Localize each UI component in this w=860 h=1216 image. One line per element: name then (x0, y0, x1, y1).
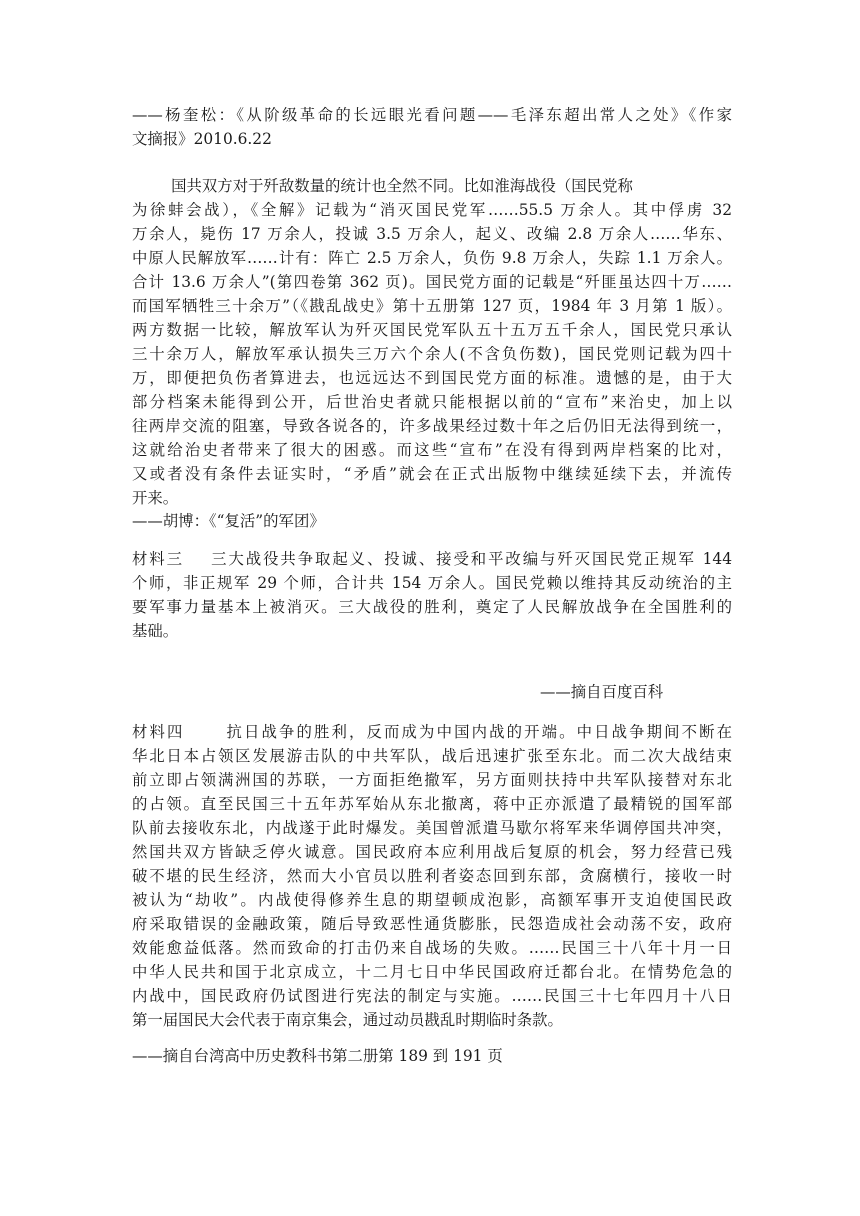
text-line: 府采取错误的金融政策，随后导致恶性通货膨胀，民怨造成社会动荡不安，政府 (132, 915, 732, 933)
text-line: 队前去接收东北，内战遂于此时爆发。美国曾派遣马歇尔将军来华调停国共冲突， (132, 819, 732, 837)
citation-baidu-baike: ——摘自百度百科 (540, 683, 664, 701)
text-line: 文摘报》2010.6.22 (132, 130, 272, 148)
text-line: 而国军牺牲三十余万”（《戡乱战史》第十五册第 127 页，1984 年 3 月第 1 版）。 (132, 297, 732, 315)
text-line: 部分档案未能得到公开，后世治史者就只能根据以前的“宣布”来治史，加上以 (132, 393, 732, 411)
text-line: 的占领。直至民国三十五年苏军始从东北撤离，蒋中正亦派遣了最精锐的国军部 (132, 795, 732, 813)
text-line: 两方数据一比较，解放军认为歼灭国民党军队五十五万五千余人，国民党只承认 (132, 321, 732, 339)
citation-taiwan-textbook: ——摘自台湾高中历史教科书第二册第 189 到 191 页 (132, 1047, 503, 1065)
text-line: 往两岸交流的阻塞，导致各说各的，许多战果经过数十年之后仍旧无法得到统一， (132, 417, 732, 435)
text-line: 万余人，毙伤 17 万余人，投诚 3.5 万余人，起义、改编 2.8 万余人……华东、 (132, 225, 732, 243)
text-line: 开来。 (132, 489, 179, 507)
text-line: ——杨奎松：《从阶级革命的长远眼光看问题——毛泽东超出常人之处》《作家 (132, 106, 732, 124)
text-line: 材料四 抗日战争的胜利，反而成为中国内战的开端。中日战争期间不断在 (132, 723, 732, 741)
text-line: 材料三 三大战役共争取起义、投诚、接受和平改编与歼灭国民党正规军 144 (132, 550, 732, 568)
text-line: 这就给治史者带来了很大的困惑。而这些“宣布”在没有得到两岸档案的比对， (132, 441, 732, 459)
text-line: 基础。 (132, 622, 179, 640)
text-line: 合计 13.6 万余人”(第四卷第 362 页)。国民党方面的记载是“歼匪虽达四十万…… (132, 273, 732, 291)
text-line: 个师，非正规军 29 个师，合计共 154 万余人。国民党赖以维持其反动统治的主 (132, 574, 732, 592)
text-line: 内战中，国民政府仍试图进行宪法的制定与实施。……民国三十七年四月十八日 (132, 987, 732, 1005)
text-line: 前立即占领满洲国的苏联，一方面拒绝撤军，另方面则扶持中共军队接替对东北 (132, 771, 732, 789)
text-line: 要军事力量基本上被消灭。三大战役的胜利，奠定了人民解放战争在全国胜利的 (132, 598, 732, 616)
text-line: 万，即便把负伤者算进去，也远远达不到国民党方面的标准。遗憾的是，由于大 (132, 369, 732, 387)
text-line: 又或者没有条件去证实时，“矛盾”就会在正式出版物中继续延续下去，并流传 (132, 465, 732, 483)
text-line: 国共双方对于歼敌数量的统计也全然不同。比如淮海战役（国民党称 (132, 177, 633, 195)
text-line: 破不堪的民生经济，然而大小官员以胜利者姿态回到东部，贪腐横行，接收一时 (132, 867, 732, 885)
text-line: 第一届国民大会代表于南京集会，通过动员戡乱时期临时条款。 (132, 1011, 563, 1029)
text-line: 华北日本占领区发展游击队的中共军队，战后迅速扩张至东北。而二次大战结束 (132, 747, 732, 765)
text-line: 三十余万人，解放军承认损失三万六个余人(不含负伤数)，国民党则记载为四十 (132, 345, 732, 363)
citation-hu-bo: ——胡博：《“复活”的军团》 (132, 512, 325, 530)
text-line: 中华人民共和国于北京成立，十二月七日中华民国政府迁都台北。在情势危急的 (132, 963, 732, 981)
text-line: 效能愈益低落。然而致命的打击仍来自战场的失败。……民国三十八年十月一日 (132, 939, 732, 957)
text-line: 然国共双方皆缺乏停火诚意。国民政府本应利用战后复原的机会，努力经营已残 (132, 843, 732, 861)
text-line: 中原人民解放军……计有：阵亡 2.5 万余人，负伤 9.8 万余人，失踪 1.1 万余人。 (132, 249, 732, 267)
text-line: 为徐蚌会战），《全解》记载为“消灭国民党军……55.5 万余人。其中俘虏 32 (132, 201, 732, 219)
text-line: 被认为“劫收”。内战使得修养生息的期望顿成泡影，高额军事开支迫使国民政 (132, 891, 732, 909)
